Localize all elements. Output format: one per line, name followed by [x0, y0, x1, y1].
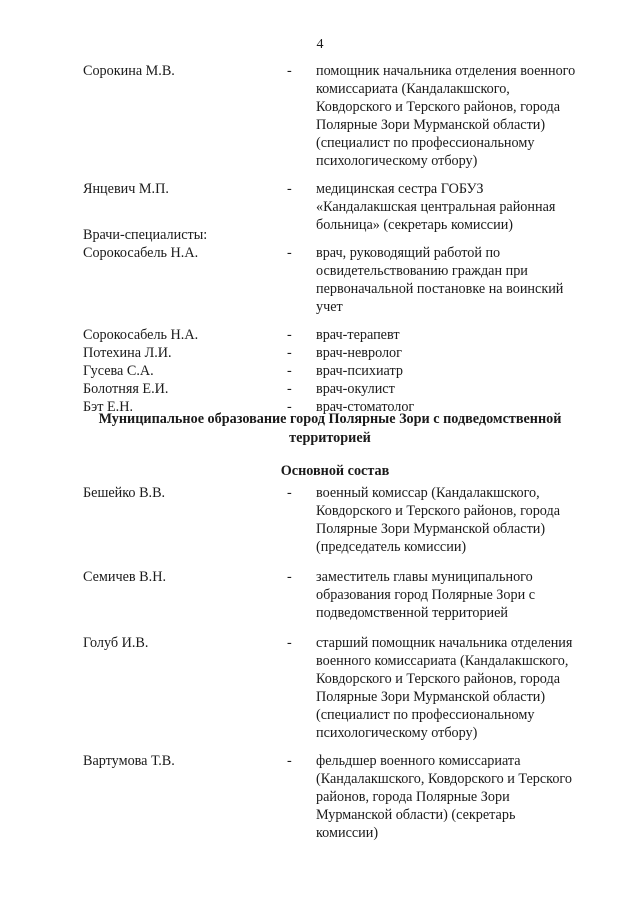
member-role: врач-окулист: [316, 381, 395, 397]
member-name: Бешейко В.В.: [83, 485, 166, 501]
member-name: Голуб И.В.: [83, 635, 149, 651]
member-row: [0, 568, 640, 622]
page-number: 4: [316, 37, 324, 52]
member-name: Гусева С.А.: [83, 363, 154, 379]
member-row: [0, 380, 640, 398]
dash-separator: -: [287, 399, 292, 415]
dash-separator: -: [287, 363, 292, 379]
member-row: [0, 752, 640, 842]
member-row: [0, 484, 640, 556]
member-name: Янцевич М.П.: [83, 181, 169, 197]
member-role: фельдшер военного комиссариата (Кандалакшского, Ковдорского и Терского районов, города Полярные Зори Мурманской области) (секретарь комиссии): [316, 753, 572, 841]
member-row: [0, 344, 640, 362]
member-name: Сорокосабель Н.А.: [83, 327, 199, 343]
member-role: помощник начальника отделения военного комиссариата (Кандалакшского, Ковдорского и Терского районов, города Полярные Зори Мурманской области) (специалист по профессиональному психологическому отбору): [316, 63, 576, 169]
member-name: Потехина Л.И.: [83, 345, 172, 361]
dash-separator: -: [287, 181, 292, 197]
dash-separator: -: [287, 245, 292, 261]
doctors-block: [0, 244, 640, 416]
member-role: военный комиссар (Кандалакшского, Ковдорского и Терского районов, города Полярные Зори Мурманской области) (председатель комиссии): [316, 485, 561, 555]
dash-separator: -: [287, 345, 292, 361]
member-role: врач-невролог: [316, 345, 402, 361]
member-row: [0, 244, 640, 316]
member-role: врач-терапевт: [316, 327, 400, 343]
dash-separator: -: [287, 485, 292, 501]
member-row: [0, 634, 640, 742]
dash-separator: -: [287, 635, 292, 651]
member-row: [0, 326, 640, 344]
member-name: Семичев В.Н.: [83, 569, 166, 585]
member-role: старший помощник начальника отделения военного комиссариата (Кандалакшского, Ковдорского и Терского районов, города Полярные Зори Мурманской области) (специалист по профессиональному психологическому отбору): [316, 635, 573, 741]
dash-separator: -: [287, 381, 292, 397]
members-block-2: [0, 484, 640, 842]
dash-separator: -: [287, 327, 292, 343]
member-row: [0, 62, 640, 170]
doctors-label: Врачи-специалисты:: [83, 227, 208, 243]
member-name: Вартумова Т.В.: [83, 753, 175, 769]
members-block-1: [0, 62, 640, 234]
member-name: Болотняя Е.И.: [83, 381, 169, 397]
member-role: врач-стоматолог: [316, 399, 415, 415]
member-name: Сорокосабель Н.А.: [83, 245, 199, 261]
member-name: Сорокина М.В.: [83, 63, 175, 79]
dash-separator: -: [287, 753, 292, 769]
section-subtitle: Основной состав: [280, 463, 390, 479]
section-title: Муниципальное образование город Полярные Зори с подведомственной территорией: [98, 411, 562, 446]
member-role: медицинская сестра ГОБУЗ «Кандалакшская центральная районная больница» (секретарь комиссии): [316, 181, 556, 233]
member-row: [0, 362, 640, 380]
member-role: врач-психиатр: [316, 363, 403, 379]
member-role: врач, руководящий работой по освидетельствованию граждан при первоначальной постановке на воинский учет: [316, 245, 564, 315]
dash-separator: -: [287, 569, 292, 585]
dash-separator: -: [287, 63, 292, 79]
member-name: Бэт Е.Н.: [83, 399, 133, 415]
member-role: заместитель главы муниципального образования город Полярные Зори с подведомственной территорией: [316, 569, 536, 621]
